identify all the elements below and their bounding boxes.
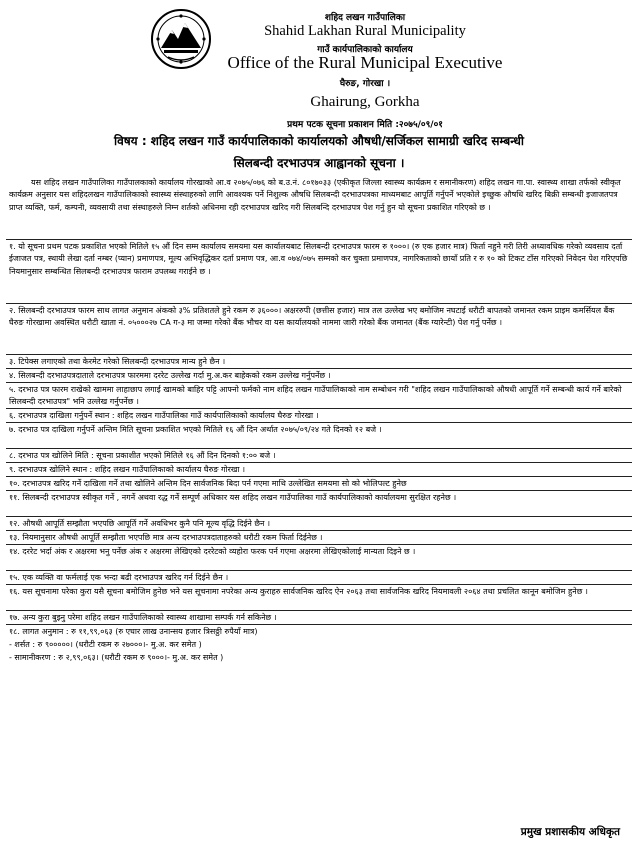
subject-line-2: सिलबन्दी दरभाउपत्र आह्वानको सूचना । [233,156,405,170]
office-name-np-mid: गाउँ कार्यपालिकाको कार्यालय [317,45,413,55]
office-name-en-top: Shahid Lakhan Rural Municipality [264,23,466,39]
condition-item-2: २. सिलबन्दी दरभाउपत्र फारम साथ लागत अनुमान अंकको ३% प्रतिशतले हुने रकम रु ३६०००। अक्षररुपी (छत्तीस हजार) मात्र तल उल्लेख भए बमोजिम नघटाई धरौटी बापतको जमानत रकम प्राइम कमर्सियल बैंक घैरुङ गोरखामा अवस्थित धरौटी खाता नं. ०५०००२७ CA ग-३ मा जम्मा गरेको बैंक भौचर वा यस कार्यालयको नाममा जारी गरेको बैंक जमानत (बैंक ग्यारेन्टी) पेश गर्नु पर्नेछ । [6,303,632,354]
intro-paragraph: यस शहिद लखन गाउँपालिका गाउँपालकाको कार्यालय गोरखाको आ.व २०७५/०७६ को ब.उ.नं. ८०१७०३३ (एकीकृत जिल्ला स्वास्थ्य कार्यक्रम र समानीकरण) शहिद लखन गा.पा. स्वास्थ्य शाखा तर्फको स्वीकृत कार्यक्रम अनुसार यस शहिदलखन गाउँपालिकाको स्वास्थ्य संस्थाहरुको लागि आवश्यक पर्ने निशुल्क औषधि सिलबन्दी दरभाउपत्रका माध्यमबाट आपूर्ति गर्नुपर्ने भएकोले इच्छुक औषधि खरिद बिक्री सम्बन्धी इजाजतपत्र प्राप्त व्यक्ति, फर्म, कम्पनी, व्यवसायी तथा संस्थाहरुले निम्न शर्तको अधिनमा रही दरभाउपत्र खरिद गरी सिलबन्दि दरभाउपत्र पेश गर्नु हुन यो सूचना प्रकाशित गरिएको छ । [9,178,621,212]
notice-subject [20,130,618,174]
signature-title: प्रमुख प्रशासकीय अधिकृत [520,826,620,838]
condition-item-10: १०. दरभाउपत्र खरिद गर्ने दाखिला गर्ने तथा खोलिने अन्तिम दिन सार्वजनिक बिदा पर्न गएमा माथि उल्लेखित समयमा सो को भोलिपल्ट हुनेछ [6,476,632,490]
condition-item-16: १६. यस सूचनामा परेका कुरा यसै सूचना बमोजिम हुनेछ भने यस सूचनामा नपरेका अन्य कुराहरु सार्वजनिक खरिद ऐन २०६३ तथा सार्वजनिक खरिद नियमावली २०६४ तथा प्रचलित कानून बमोजिम हुनेछ । [6,584,632,610]
cost-line-condition: - शर्सत : रु ९०००००। (धरौटी रकम रु २७०००।- मु.अ. कर समेत ) [9,640,202,649]
cost-line-equalization: - सामानीकरण : रु २,९९,०६३। (धरौटी रकम रु ९०००।- मु.अ. कर समेत ) [9,653,224,662]
condition-item-14: १४. दररेट भर्दा अंक र अक्षरमा भनु पर्नेछ अंक र अक्षरमा लेखिएको दररेटको व्यहोरा फरक पर्न गएमा अक्षरमा लेखिएकोलाई मान्यता दिइने छ । [6,544,632,570]
publication-date: प्रथम पटक सूचना प्रकाशन मिति :२०७५/०९/०१ [287,120,443,130]
condition-item-18: १८. लागत अनुमान : रु ११,९९,०६३ (रु एघार लाख उनान्सय हजार त्रिसठ्ठी रुपैयाँ मात्र) [6,624,632,638]
condition-item-15: १५. एक व्यक्ति वा फर्मलाई एक भन्दा बढी दरभाउपत्र खरिद गर्न दिईने छैन । [6,570,632,584]
condition-item-3: ३. टिपेक्स लगाएको तथा केरमेट गरेको सिलबन्दी दरभाउपत्र मान्य हुने छैन । [6,354,632,368]
condition-item-6: ६. दरभाउपत्र दाखिला गर्नुपर्ने स्थान : शहिद लखन गाउँपालिका गाउँ कार्यपालिकाको कार्यालय घैरुङ गोरखा । [6,408,632,422]
condition-item-17: १७. अन्य कुरा बुझ्नु परेमा शहिद लखन गाउँपालिकाको स्वास्थ्य शाखामा सम्पर्क गर्न सकिनेछ । [6,610,632,624]
office-name-np-top: शहिद लखन गाउँपालिका [324,13,406,23]
condition-item-1: १. यो सूचना प्रथम पटक प्रकाशित भएको मितिले १५ औं दिन सम्म कार्यालय समयमा यस कार्यालयबाट सिलबन्दी दरभाउपत्र फारम रु १०००। (रु एक हजार मात्र) फिर्ता नहुने गरी तिरी अध्यावधिक गरेको व्यवसाय दर्ता ईजाजत पत्र, स्थायी लेखा दर्ता नम्बर (प्यान) प्रमाणपत्र, मूल्य अभिवृद्धिकर दर्ता प्रमाण पत्र, आ.व ०७४/०७५ सम्मको कर चुक्ता प्रमाणपत्र, नागरिकताको छायाँ प्रति र रु १० को टिकट टाँस गरिएको निवेदन पेश गरिएपछि नियमानुसार सम्बन्धित सिलबन्दी दरभाउपत्र फाराम उपलब्ध गराईने छ । [6,239,632,303]
office-place-np: घैरुङ, गोरखा । [339,79,391,89]
condition-item-12: १२. औषधी आपूर्ति सम्झौता भएपछि आपूर्ति गर्ने अवधिभर कुनै पनि मूल्य वृद्धि दिईने छैन । [6,516,632,530]
subject-line-1: विषय : शहिद लखन गाउँ कार्यपालिकाको कार्यालयको औषधी/सर्जिकल सामाग्री खरिद सम्बन्धी [113,134,525,148]
office-place-en: Ghairung, Gorkha [310,94,420,110]
office-name-en-mid: Office of the Rural Municipal Executive [227,53,503,72]
notice-body [6,176,632,664]
condition-item-5: ५. दरभाउ पत्र फारम राखेको खाममा लाहाछाप लगाई खामको बाहिर पट्टि आफ्नो फर्मको नाम शहिद लखन गाउँपालिकाको नाम सम्बोधन गरी "शहिद लखन गाउँपालिकाको औषधी आपूर्ति गर्ने सम्बन्धी कार्य गर्ने बारेको सिलबन्दी दरभाउपत्र" भनि उल्लेख गर्नुपर्नेछ । [6,382,632,408]
condition-item-13: १३. नियमानुसार औषधी आपूर्ति सम्झौता भएपछि मात्र अन्य दरभाउपत्रदाताहरुको धरौटी रकम फिर्ता दिईनेछ । [6,530,632,544]
condition-item-11: ११. सिलबन्दी दरभाउपत्र स्वीकृत गर्ने , नगर्ने अथवा रद्ध गर्ने सम्पूर्ण अधिकार यस शहिद लखन गाउँपालिका गाउँ कार्यपालिकाको कार्यालयमा सुरक्षित रहनेछ । [6,490,632,516]
condition-item-7: ७. दरभाउ पत्र दाखिला गर्नुपर्ने अन्तिम मिति सूचना प्रकाशित भएको मितिले १६ औं दिन अर्थात २०७५/०९/२४ गते दिनको १२ बजे । [6,422,632,448]
condition-item-4: ४. सिलबन्दी दरभाउपत्रदाताले दरभाउपत्र फारममा दररेट उल्लेख गर्दा मु.अ.कर बाहेकको रकम उल्लेख गर्नुपर्नेछ । [6,368,632,382]
condition-item-9: ९. दरभाउपत्र खोलिने स्थान : शहिद लखन गाउँपालिकाको कार्यालय घैरुङ गोरखा । [6,462,632,476]
condition-item-8: ८. दरभाउ पत्र खोलिने मिति : सूचना प्रकाशीत भएको मितिले १६ औं दिन दिनको १:०० बजे । [6,448,632,462]
